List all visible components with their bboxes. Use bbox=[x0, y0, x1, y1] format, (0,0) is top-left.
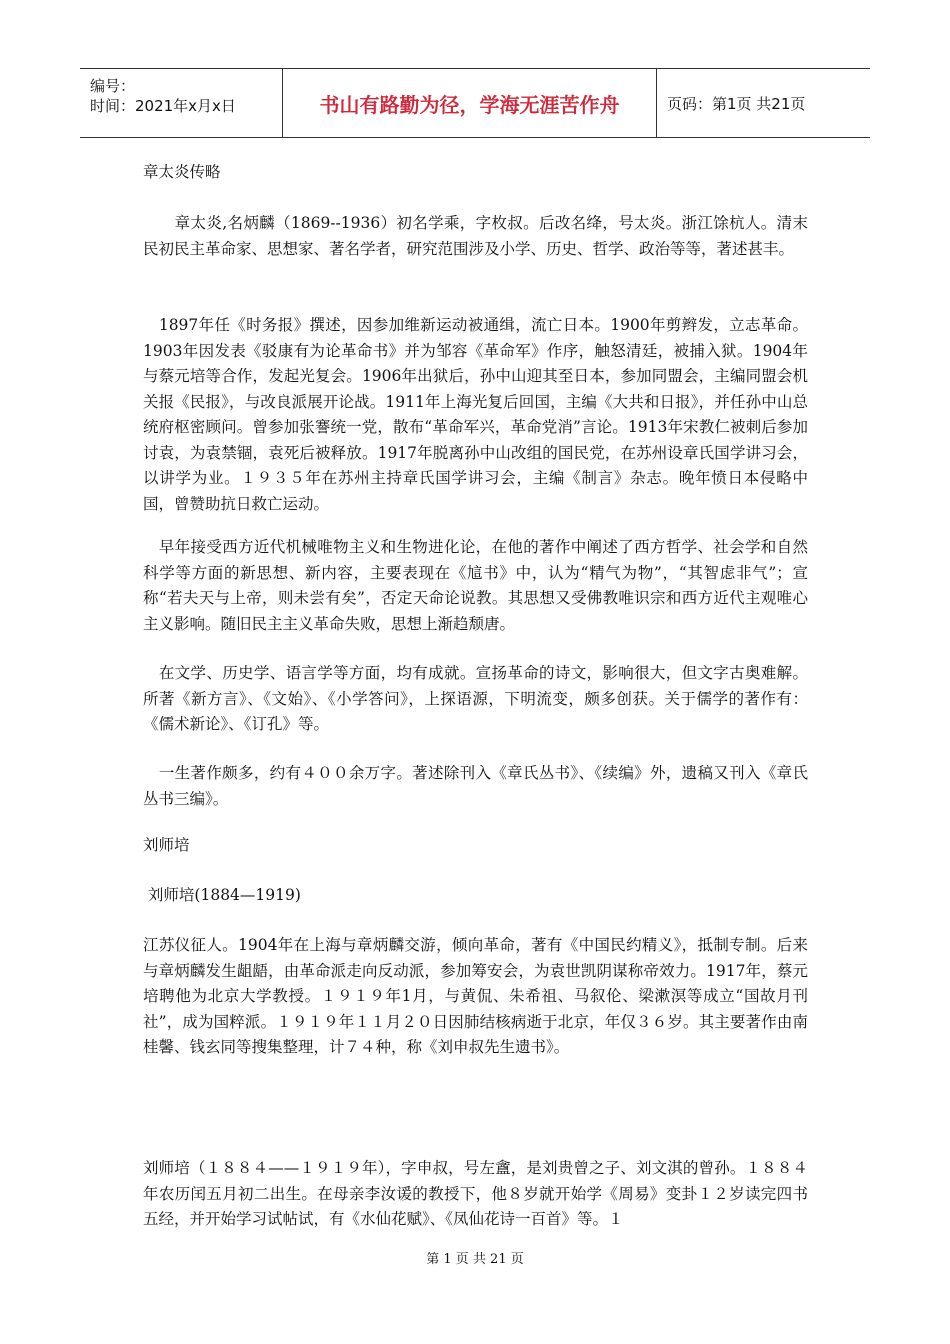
section2-subtitle: 刘师培(1884—1919) bbox=[143, 886, 301, 904]
paragraph-3: 早年接受西方近代机械唯物主义和生物进化论，在他的著作中阐述了西方哲学、社会学和自然科学等方面的新思想、新内容，主要表现在《訄书》中，认为“精气为物”，“其智虑非气”；宣称“若夫天与上帝，则未尝有矣”，否定天命论说教。其思想又受佛教唯识宗和西方近代主观唯心主义影响。随旧民主主义革命失败，思想上渐趋颓唐。 bbox=[143, 538, 808, 633]
number-label: 编号： bbox=[90, 77, 136, 95]
paragraph-1: 章太炎,名炳麟（1869--1936）初名学乘，字枚叔。后改名绛，号太炎。浙江馀杭人。清末民初民主革命家、思想家、著名学者，研究范围涉及小学、历史、哲学、政治等等，著述甚丰。 bbox=[143, 214, 808, 258]
section2-paragraph-2: 刘师培（１８８４——１９１９年），字申叔，号左盦，是刘贵曾之子、刘文淇的曾孙。１８８４年农历闰五月初二出生。在母亲李汝谖的教授下，他８岁就开始学《周易》变卦１２岁读完四书五经，并开始学习试帖试，有《水仙花赋》、《凤仙花诗一百首》等。１ bbox=[143, 1159, 808, 1228]
page-footer: 第 1 页 共 21 页 bbox=[426, 1252, 524, 1267]
date-label: 时间：2021年x月x日 bbox=[90, 97, 236, 115]
doc-title: 章太炎传略 bbox=[143, 163, 221, 181]
motto: 书山有路勤为径，学海无涯苦作舟 bbox=[283, 69, 657, 137]
paragraph-4: 在文学、历史学、语言学等方面，均有成就。宣扬革命的诗文，影响很大，但文字古奥难解。所著《新方言》、《文始》、《小学答问》，上探语源，下明流变，颇多创获。关于儒学的著作有：《儒术新论》、《订孔》等。 bbox=[143, 664, 808, 733]
header-meta-cell bbox=[80, 69, 283, 137]
paragraph-2: 1897年任《时务报》撰述，因参加维新运动被通缉，流亡日本。1900年剪辫发，立志革命。1903年因发表《驳康有为论革命书》并为邹容《革命军》作序，触怒清廷，被捕入狱。1904年与蔡元培等合作，发起光复会。1906年出狱后，孙中山迎其至日本，参加同盟会，主编同盟会机关报《民报》，与改良派展开论战。1911年上海光复后回国，主编《大共和日报》，并任孙中山总统府枢密顾问。曾参加张謇统一党，散布“革命军兴，革命党消”言论。1913年宋教仁被刺后参加讨袁，为袁禁锢，袁死后被释放。1917年脱离孙中山改组的国民党，在苏州设章氏国学讲习会，以讲学为业。１９３５年在苏州主持章氏国学讲习会，主编《制言》杂志。晚年愤日本侵略中国，曾赞助抗日救亡运动。 bbox=[143, 316, 808, 513]
header-table bbox=[80, 68, 870, 138]
section2-title: 刘师培 bbox=[143, 836, 190, 854]
section2-paragraph-1: 江苏仪征人。1904年在上海与章炳麟交游，倾向革命，著有《中国民约精义》，抵制专制。后来与章炳麟发生龃龉，由革命派走向反动派，参加筹安会，为袁世凯阴谋称帝效力。1917年，蔡元培聘他为北京大学教授。１９１９年1月，与黄侃、朱希祖、马叙伦、梁漱溟等成立“国故月刊社”，成为国粹派。１９１９年１１月２０日因肺结核病逝于北京，年仅３６岁。其主要著作由南桂馨、钱玄同等搜集整理，计７４种，称《刘申叔先生遗书》。 bbox=[143, 936, 808, 1056]
page-label: 页码：第1页 共21页 bbox=[667, 94, 806, 113]
paragraph-5: 一生著作颇多，约有４００余万字。著述除刊入《章氏丛书》、《续编》外，遗稿又刊入《章氏丛书三编》。 bbox=[143, 764, 808, 808]
